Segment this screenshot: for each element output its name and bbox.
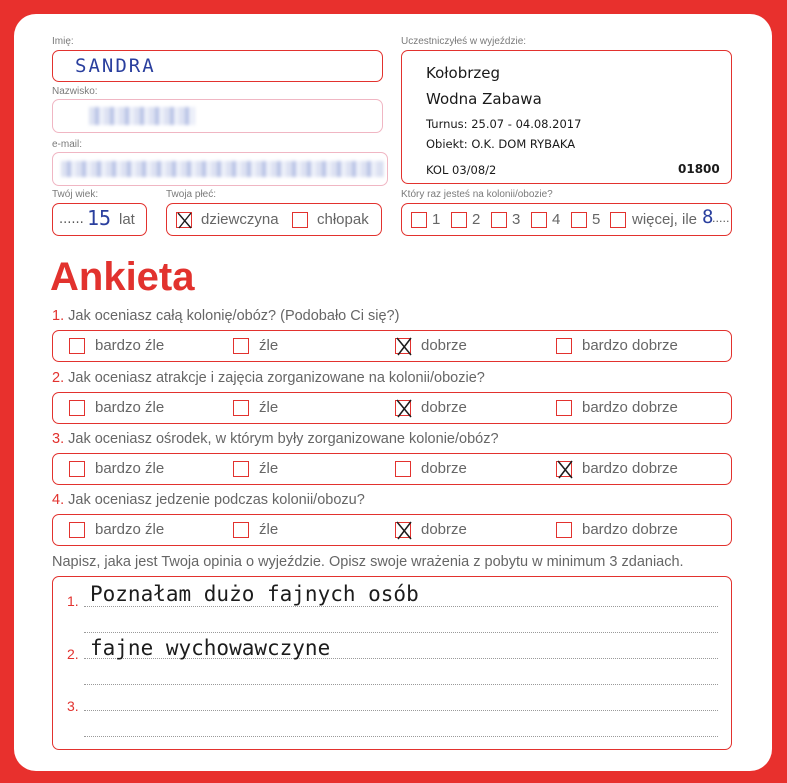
q2-dobrze-checkbox[interactable] — [395, 400, 411, 416]
question-number: 2. — [52, 370, 65, 386]
question-label: Jak oceniasz atrakcje i zajęcia zorganizowane na kolonii/obozie? — [68, 370, 485, 386]
gender-male-label: chłopak — [317, 211, 369, 228]
q2-zle-label: źle — [259, 399, 279, 416]
gender-female-checkbox[interactable] — [176, 212, 192, 228]
last-name-label: Nazwisko: — [52, 86, 98, 97]
opinion-line-1-number: 1. — [67, 593, 79, 609]
question-4-options — [52, 514, 732, 546]
email-field[interactable] — [52, 152, 388, 186]
gender-label: Twoja płeć: — [166, 189, 217, 200]
first-name-label: Imię: — [52, 36, 74, 47]
opinion-line-3-number: 3. — [67, 698, 79, 714]
times-1-label: 1 — [432, 211, 441, 228]
opinion-line-2-text: fajne wychowawczyne — [90, 636, 331, 660]
survey-title: Ankieta — [50, 255, 195, 299]
times-4-label: 4 — [552, 211, 561, 228]
opinion-rule — [84, 632, 718, 633]
age-label: Twój wiek: — [52, 189, 99, 200]
q2-bardzo-zle-label: bardzo źle — [95, 399, 165, 416]
times-group — [401, 203, 732, 236]
trip-info-box — [401, 50, 732, 184]
redacted-last-name — [89, 107, 195, 125]
q1-zle-checkbox[interactable] — [233, 338, 249, 354]
trip-name: Wodna Zabawa — [426, 90, 542, 108]
times-5-label: 5 — [592, 211, 601, 228]
question-number: 3. — [52, 431, 65, 447]
trip-code: 01800 — [678, 162, 720, 176]
email-label: e-mail: — [52, 139, 83, 150]
q1-bardzo-zle-label: bardzo źle — [95, 337, 165, 354]
q4-dobrze-label: dobrze — [421, 521, 467, 538]
q4-zle-checkbox[interactable] — [233, 522, 249, 538]
times-2-label: 2 — [472, 211, 481, 228]
trip-turnus: Turnus: 25.07 - 04.08.2017 — [426, 117, 582, 131]
gender-male-checkbox[interactable] — [292, 212, 308, 228]
age-field[interactable] — [52, 203, 147, 236]
times-3-checkbox[interactable] — [491, 212, 507, 228]
q1-dobrze-label: dobrze — [421, 337, 467, 354]
q1-bardzo-dobrze-label: bardzo dobrze — [582, 337, 678, 354]
q1-dobrze-checkbox[interactable] — [395, 338, 411, 354]
age-value: 15 — [87, 206, 112, 230]
opinion-rule — [84, 684, 718, 685]
question-number: 4. — [52, 492, 65, 508]
first-name-field[interactable] — [52, 50, 383, 82]
times-more-checkbox[interactable] — [610, 212, 626, 228]
trip-label: Uczestniczyłeś w wyjeździe: — [401, 36, 527, 47]
times-more-label: więcej, ile — [632, 211, 698, 228]
first-name-value: SANDRA — [75, 55, 156, 77]
q4-bardzo-zle-checkbox[interactable] — [69, 522, 85, 538]
q3-dobrze-checkbox[interactable] — [395, 461, 411, 477]
question-2-text — [52, 370, 485, 386]
age-dots: ...... — [59, 212, 84, 227]
q2-bardzo-zle-checkbox[interactable] — [69, 400, 85, 416]
question-label: Jak oceniasz całą kolonię/obóz? (Podobało Ci się?) — [68, 308, 400, 324]
redacted-email — [61, 161, 383, 177]
question-1-options — [52, 330, 732, 362]
question-label: Jak oceniasz jedzenie podczas kolonii/obozu? — [68, 492, 365, 508]
last-name-field[interactable] — [52, 99, 383, 133]
q2-zle-checkbox[interactable] — [233, 400, 249, 416]
question-3-text — [52, 431, 499, 447]
question-4-text — [52, 492, 365, 508]
opinion-prompt: Napisz, jaka jest Twoja opinia o wyjeździe. Opisz swoje wrażenia z pobytu w minimum 3 zdaniach. — [52, 554, 684, 570]
trip-obiekt: Obiekt: O.K. DOM RYBAKA — [426, 137, 576, 151]
times-label: Który raz jesteś na kolonii/obozie? — [401, 189, 553, 200]
q4-bardzo-dobrze-label: bardzo dobrze — [582, 521, 678, 538]
question-3-options — [52, 453, 732, 485]
times-4-checkbox[interactable] — [531, 212, 547, 228]
opinion-line-1-text: Poznałam dużo fajnych osób — [90, 582, 419, 606]
q2-bardzo-dobrze-label: bardzo dobrze — [582, 399, 678, 416]
q1-bardzo-zle-checkbox[interactable] — [69, 338, 85, 354]
times-more-value: 8 — [702, 206, 714, 228]
q1-zle-label: źle — [259, 337, 279, 354]
trip-kol: KOL 03/08/2 — [426, 163, 497, 177]
q2-dobrze-label: dobrze — [421, 399, 467, 416]
trip-place: Kołobrzeg — [426, 64, 501, 82]
q3-bardzo-zle-label: bardzo źle — [95, 460, 165, 477]
q4-bardzo-dobrze-checkbox[interactable] — [556, 522, 572, 538]
q3-zle-checkbox[interactable] — [233, 461, 249, 477]
q3-bardzo-dobrze-label: bardzo dobrze — [582, 460, 678, 477]
q3-bardzo-zle-checkbox[interactable] — [69, 461, 85, 477]
q4-bardzo-zle-label: bardzo źle — [95, 521, 165, 538]
times-3-label: 3 — [512, 211, 521, 228]
question-2-options — [52, 392, 732, 424]
opinion-rule — [84, 736, 718, 737]
question-label: Jak oceniasz ośrodek, w którym były zorganizowane kolonie/obóz? — [68, 431, 499, 447]
age-unit: lat — [119, 211, 135, 228]
question-number: 1. — [52, 308, 65, 324]
q4-dobrze-checkbox[interactable] — [395, 522, 411, 538]
q4-zle-label: źle — [259, 521, 279, 538]
opinion-rule — [84, 606, 718, 607]
times-2-checkbox[interactable] — [451, 212, 467, 228]
gender-group — [166, 203, 382, 236]
q1-bardzo-dobrze-checkbox[interactable] — [556, 338, 572, 354]
q3-bardzo-dobrze-checkbox[interactable] — [556, 461, 572, 477]
question-1-text — [52, 308, 399, 324]
q3-dobrze-label: dobrze — [421, 460, 467, 477]
opinion-line-2-number: 2. — [67, 646, 79, 662]
q3-zle-label: źle — [259, 460, 279, 477]
gender-female-label: dziewczyna — [201, 211, 279, 228]
q2-bardzo-dobrze-checkbox[interactable] — [556, 400, 572, 416]
opinion-rule — [84, 710, 718, 711]
times-5-checkbox[interactable] — [571, 212, 587, 228]
times-more-dots: ..... — [712, 212, 730, 225]
times-1-checkbox[interactable] — [411, 212, 427, 228]
